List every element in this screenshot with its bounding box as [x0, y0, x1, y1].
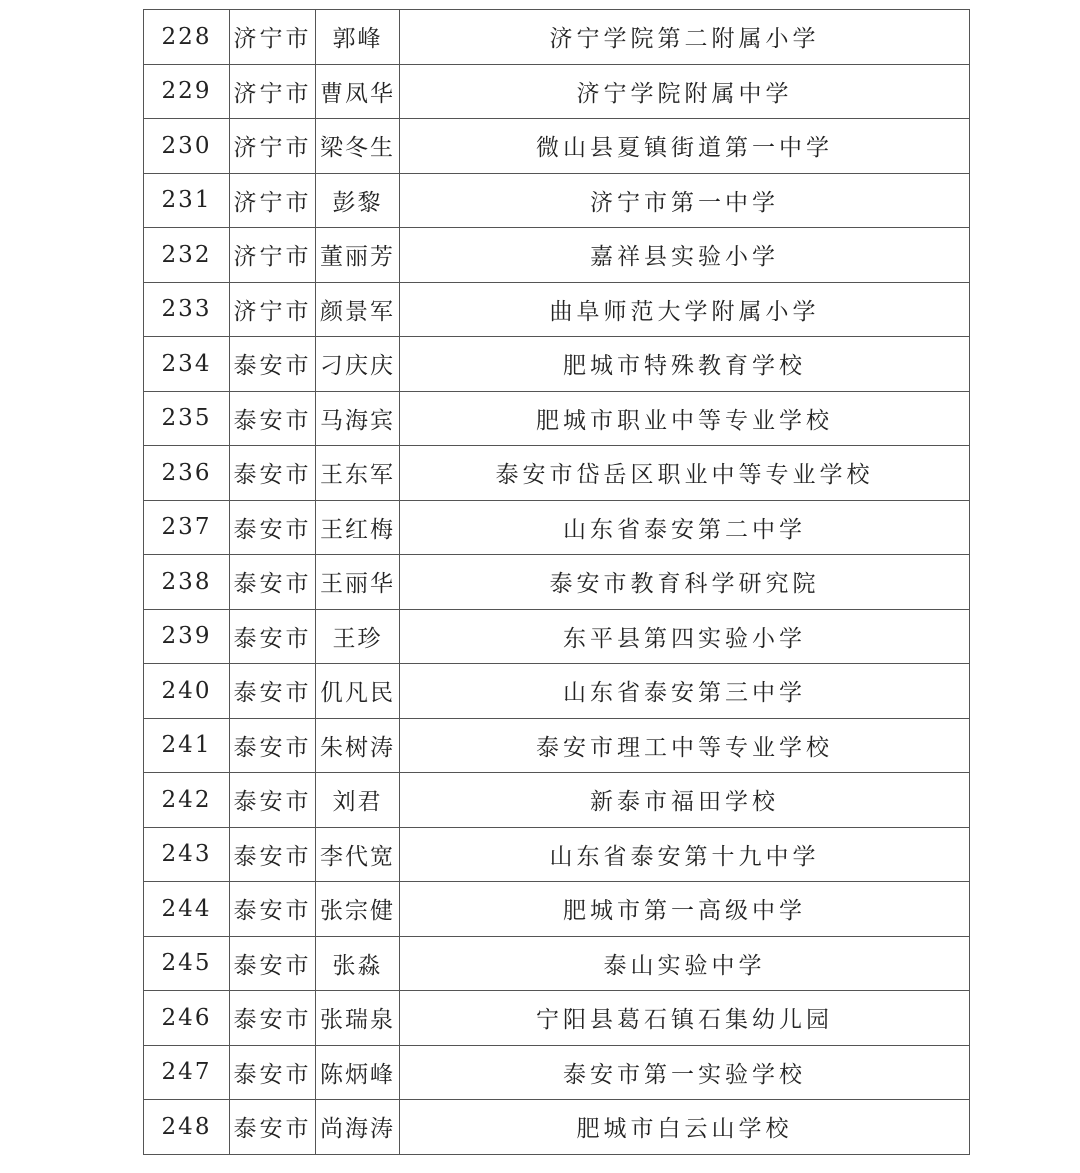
school-cell: 东平县第四实验小学 — [400, 609, 970, 664]
roster-table-body — [144, 10, 970, 1155]
row-number-cell: 233 — [144, 282, 230, 337]
table-row — [144, 64, 970, 119]
name-cell: 马海宾 — [316, 391, 400, 446]
table-row — [144, 664, 970, 719]
name-cell: 董丽芳 — [316, 228, 400, 283]
school-cell: 肥城市第一高级中学 — [400, 882, 970, 937]
table-row — [144, 555, 970, 610]
row-number-cell: 231 — [144, 173, 230, 228]
table-row — [144, 882, 970, 937]
table-row — [144, 10, 970, 65]
city-cell: 泰安市 — [230, 500, 316, 555]
school-cell: 泰安市理工中等专业学校 — [400, 718, 970, 773]
city-cell: 泰安市 — [230, 1100, 316, 1155]
city-cell: 泰安市 — [230, 1045, 316, 1100]
name-cell: 王珍 — [316, 609, 400, 664]
row-number-cell: 234 — [144, 337, 230, 392]
school-cell: 济宁学院附属中学 — [400, 64, 970, 119]
city-cell: 济宁市 — [230, 228, 316, 283]
row-number-cell: 242 — [144, 773, 230, 828]
city-cell: 泰安市 — [230, 773, 316, 828]
school-cell: 肥城市特殊教育学校 — [400, 337, 970, 392]
table-row — [144, 446, 970, 501]
city-cell: 济宁市 — [230, 64, 316, 119]
table-row — [144, 936, 970, 991]
row-number-cell: 229 — [144, 64, 230, 119]
name-cell: 刘君 — [316, 773, 400, 828]
row-number-cell: 236 — [144, 446, 230, 501]
name-cell: 颜景军 — [316, 282, 400, 337]
table-row — [144, 991, 970, 1046]
school-cell: 山东省泰安第二中学 — [400, 500, 970, 555]
city-cell: 泰安市 — [230, 391, 316, 446]
name-cell: 王红梅 — [316, 500, 400, 555]
row-number-cell: 238 — [144, 555, 230, 610]
table-row — [144, 773, 970, 828]
school-cell: 肥城市职业中等专业学校 — [400, 391, 970, 446]
row-number-cell: 244 — [144, 882, 230, 937]
school-cell: 济宁市第一中学 — [400, 173, 970, 228]
city-cell: 济宁市 — [230, 282, 316, 337]
city-cell: 济宁市 — [230, 10, 316, 65]
table-row — [144, 337, 970, 392]
school-cell: 济宁学院第二附属小学 — [400, 10, 970, 65]
name-cell: 张淼 — [316, 936, 400, 991]
name-cell: 仉凡民 — [316, 664, 400, 719]
name-cell: 陈炳峰 — [316, 1045, 400, 1100]
table-row — [144, 228, 970, 283]
city-cell: 济宁市 — [230, 119, 316, 174]
city-cell: 泰安市 — [230, 555, 316, 610]
name-cell: 刁庆庆 — [316, 337, 400, 392]
table-row — [144, 119, 970, 174]
table-row — [144, 282, 970, 337]
school-cell: 泰安市教育科学研究院 — [400, 555, 970, 610]
row-number-cell: 240 — [144, 664, 230, 719]
name-cell: 王东军 — [316, 446, 400, 501]
school-cell: 新泰市福田学校 — [400, 773, 970, 828]
name-cell: 尚海涛 — [316, 1100, 400, 1155]
city-cell: 泰安市 — [230, 936, 316, 991]
school-cell: 嘉祥县实验小学 — [400, 228, 970, 283]
school-cell: 泰安市岱岳区职业中等专业学校 — [400, 446, 970, 501]
table-row — [144, 500, 970, 555]
table-row — [144, 827, 970, 882]
city-cell: 泰安市 — [230, 718, 316, 773]
table-row — [144, 1100, 970, 1155]
name-cell: 朱树涛 — [316, 718, 400, 773]
row-number-cell: 230 — [144, 119, 230, 174]
row-number-cell: 235 — [144, 391, 230, 446]
row-number-cell: 239 — [144, 609, 230, 664]
name-cell: 郭峰 — [316, 10, 400, 65]
school-cell: 泰安市第一实验学校 — [400, 1045, 970, 1100]
city-cell: 泰安市 — [230, 991, 316, 1046]
school-cell: 山东省泰安第三中学 — [400, 664, 970, 719]
city-cell: 泰安市 — [230, 882, 316, 937]
name-cell: 李代宽 — [316, 827, 400, 882]
school-cell: 山东省泰安第十九中学 — [400, 827, 970, 882]
table-row — [144, 1045, 970, 1100]
row-number-cell: 248 — [144, 1100, 230, 1155]
school-cell: 曲阜师范大学附属小学 — [400, 282, 970, 337]
name-cell: 梁冬生 — [316, 119, 400, 174]
name-cell: 彭黎 — [316, 173, 400, 228]
row-number-cell: 247 — [144, 1045, 230, 1100]
name-cell: 张瑞泉 — [316, 991, 400, 1046]
row-number-cell: 245 — [144, 936, 230, 991]
table-row — [144, 718, 970, 773]
row-number-cell: 232 — [144, 228, 230, 283]
row-number-cell: 228 — [144, 10, 230, 65]
city-cell: 泰安市 — [230, 609, 316, 664]
table-row — [144, 609, 970, 664]
name-cell: 王丽华 — [316, 555, 400, 610]
table-row — [144, 391, 970, 446]
school-cell: 泰山实验中学 — [400, 936, 970, 991]
row-number-cell: 237 — [144, 500, 230, 555]
row-number-cell: 243 — [144, 827, 230, 882]
school-cell: 微山县夏镇街道第一中学 — [400, 119, 970, 174]
name-cell: 曹凤华 — [316, 64, 400, 119]
row-number-cell: 241 — [144, 718, 230, 773]
city-cell: 泰安市 — [230, 337, 316, 392]
school-cell: 肥城市白云山学校 — [400, 1100, 970, 1155]
name-cell: 张宗健 — [316, 882, 400, 937]
city-cell: 泰安市 — [230, 664, 316, 719]
school-cell: 宁阳县葛石镇石集幼儿园 — [400, 991, 970, 1046]
city-cell: 泰安市 — [230, 446, 316, 501]
row-number-cell: 246 — [144, 991, 230, 1046]
city-cell: 泰安市 — [230, 827, 316, 882]
table-row — [144, 173, 970, 228]
city-cell: 济宁市 — [230, 173, 316, 228]
roster-table — [143, 9, 970, 1155]
